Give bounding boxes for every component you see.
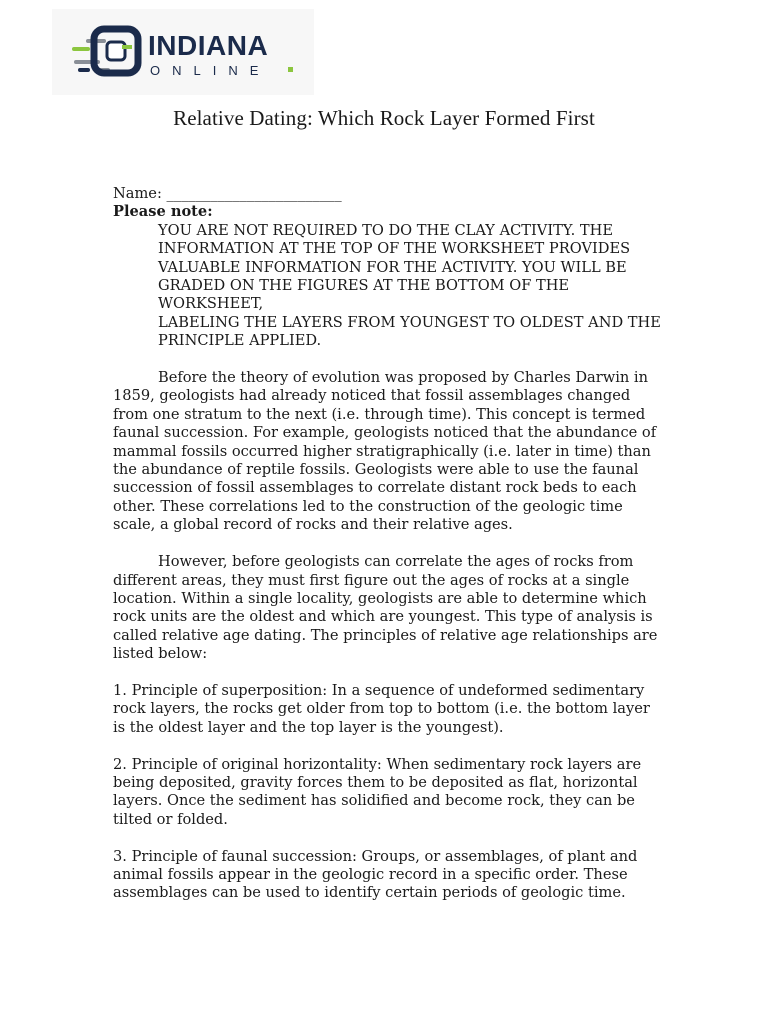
logo-sub-word: ONLINE [150, 63, 271, 78]
note-line: PRINCIPLE APPLIED. [158, 332, 322, 350]
principle-original-horizontality: 2. Principle of original horizontality: When sedimentary rock layers are being deposited, gravity forces them to be deposited as flat, horizontal layers. Once the sediment has solidified and become rock, they can be tilted or folded. [113, 755, 642, 828]
logo-brand-word: INDIANA [148, 30, 269, 61]
note-line: LABELING THE LAYERS FROM YOUNGEST TO OLDEST AND THE [158, 313, 661, 331]
note-body [158, 222, 661, 351]
principle-superposition: 1. Principle of superposition: In a sequence of undeformed sedimentary rock layers, the rocks get older from top to bottom (i.e. the bottom layer is the oldest layer and the top layer is the youngest). [113, 681, 650, 736]
indiana-online-logo [52, 9, 314, 95]
note-line: GRADED ON THE FIGURES AT THE BOTTOM OF THE WORKSHEET, [158, 277, 570, 313]
note-line: VALUABLE INFORMATION FOR THE ACTIVITY. YOU WILL BE [158, 258, 627, 276]
note-label: Please note: [113, 203, 213, 221]
document-body [113, 185, 661, 903]
paragraph-faunal-succession: Before the theory of evolution was proposed by Charles Darwin in 1859, geologists had already noticed that fossil assemblages changed from one stratum to the next (i.e. through time). This concept is termed faunal succession. For example, geologists noticed that the abundance of mammal fossils occurred higher stratigraphically (i.e. later in time) than the abundance of reptile fossils. Geologists were able to use the faunal succession of fossil assemblages to correlate distant rock beds to each other. These correlations led to the construction of the geologic time scale, a global record of rocks and their relative ages. [113, 369, 657, 534]
note-line: YOU ARE NOT REQUIRED TO DO THE CLAY ACTIVITY. THE [158, 221, 613, 239]
note-line: INFORMATION AT THE TOP OF THE WORKSHEET PROVIDES [158, 240, 631, 258]
name-line: Name: ________________________ [113, 185, 342, 202]
paragraph-relative-dating: However, before geologists can correlate the ages of rocks from different areas, they must first figure out the ages of rocks at a single location. Within a single locality, geologists are able to determine which rock units are the oldest and which are youngest. This type of analysis is called relative age dating. The principles of relative age relationships are listed below: [113, 553, 658, 663]
indiana-online-logo-mark [52, 9, 314, 95]
principle-faunal-succession: 3. Principle of faunal succession: Groups, or assemblages, of plant and animal fossils appear in the geologic record in a specific order. These assemblages can be used to identify certain periods of geologic time. [113, 847, 638, 902]
page-title: Relative Dating: Which Rock Layer Formed First [173, 106, 595, 130]
